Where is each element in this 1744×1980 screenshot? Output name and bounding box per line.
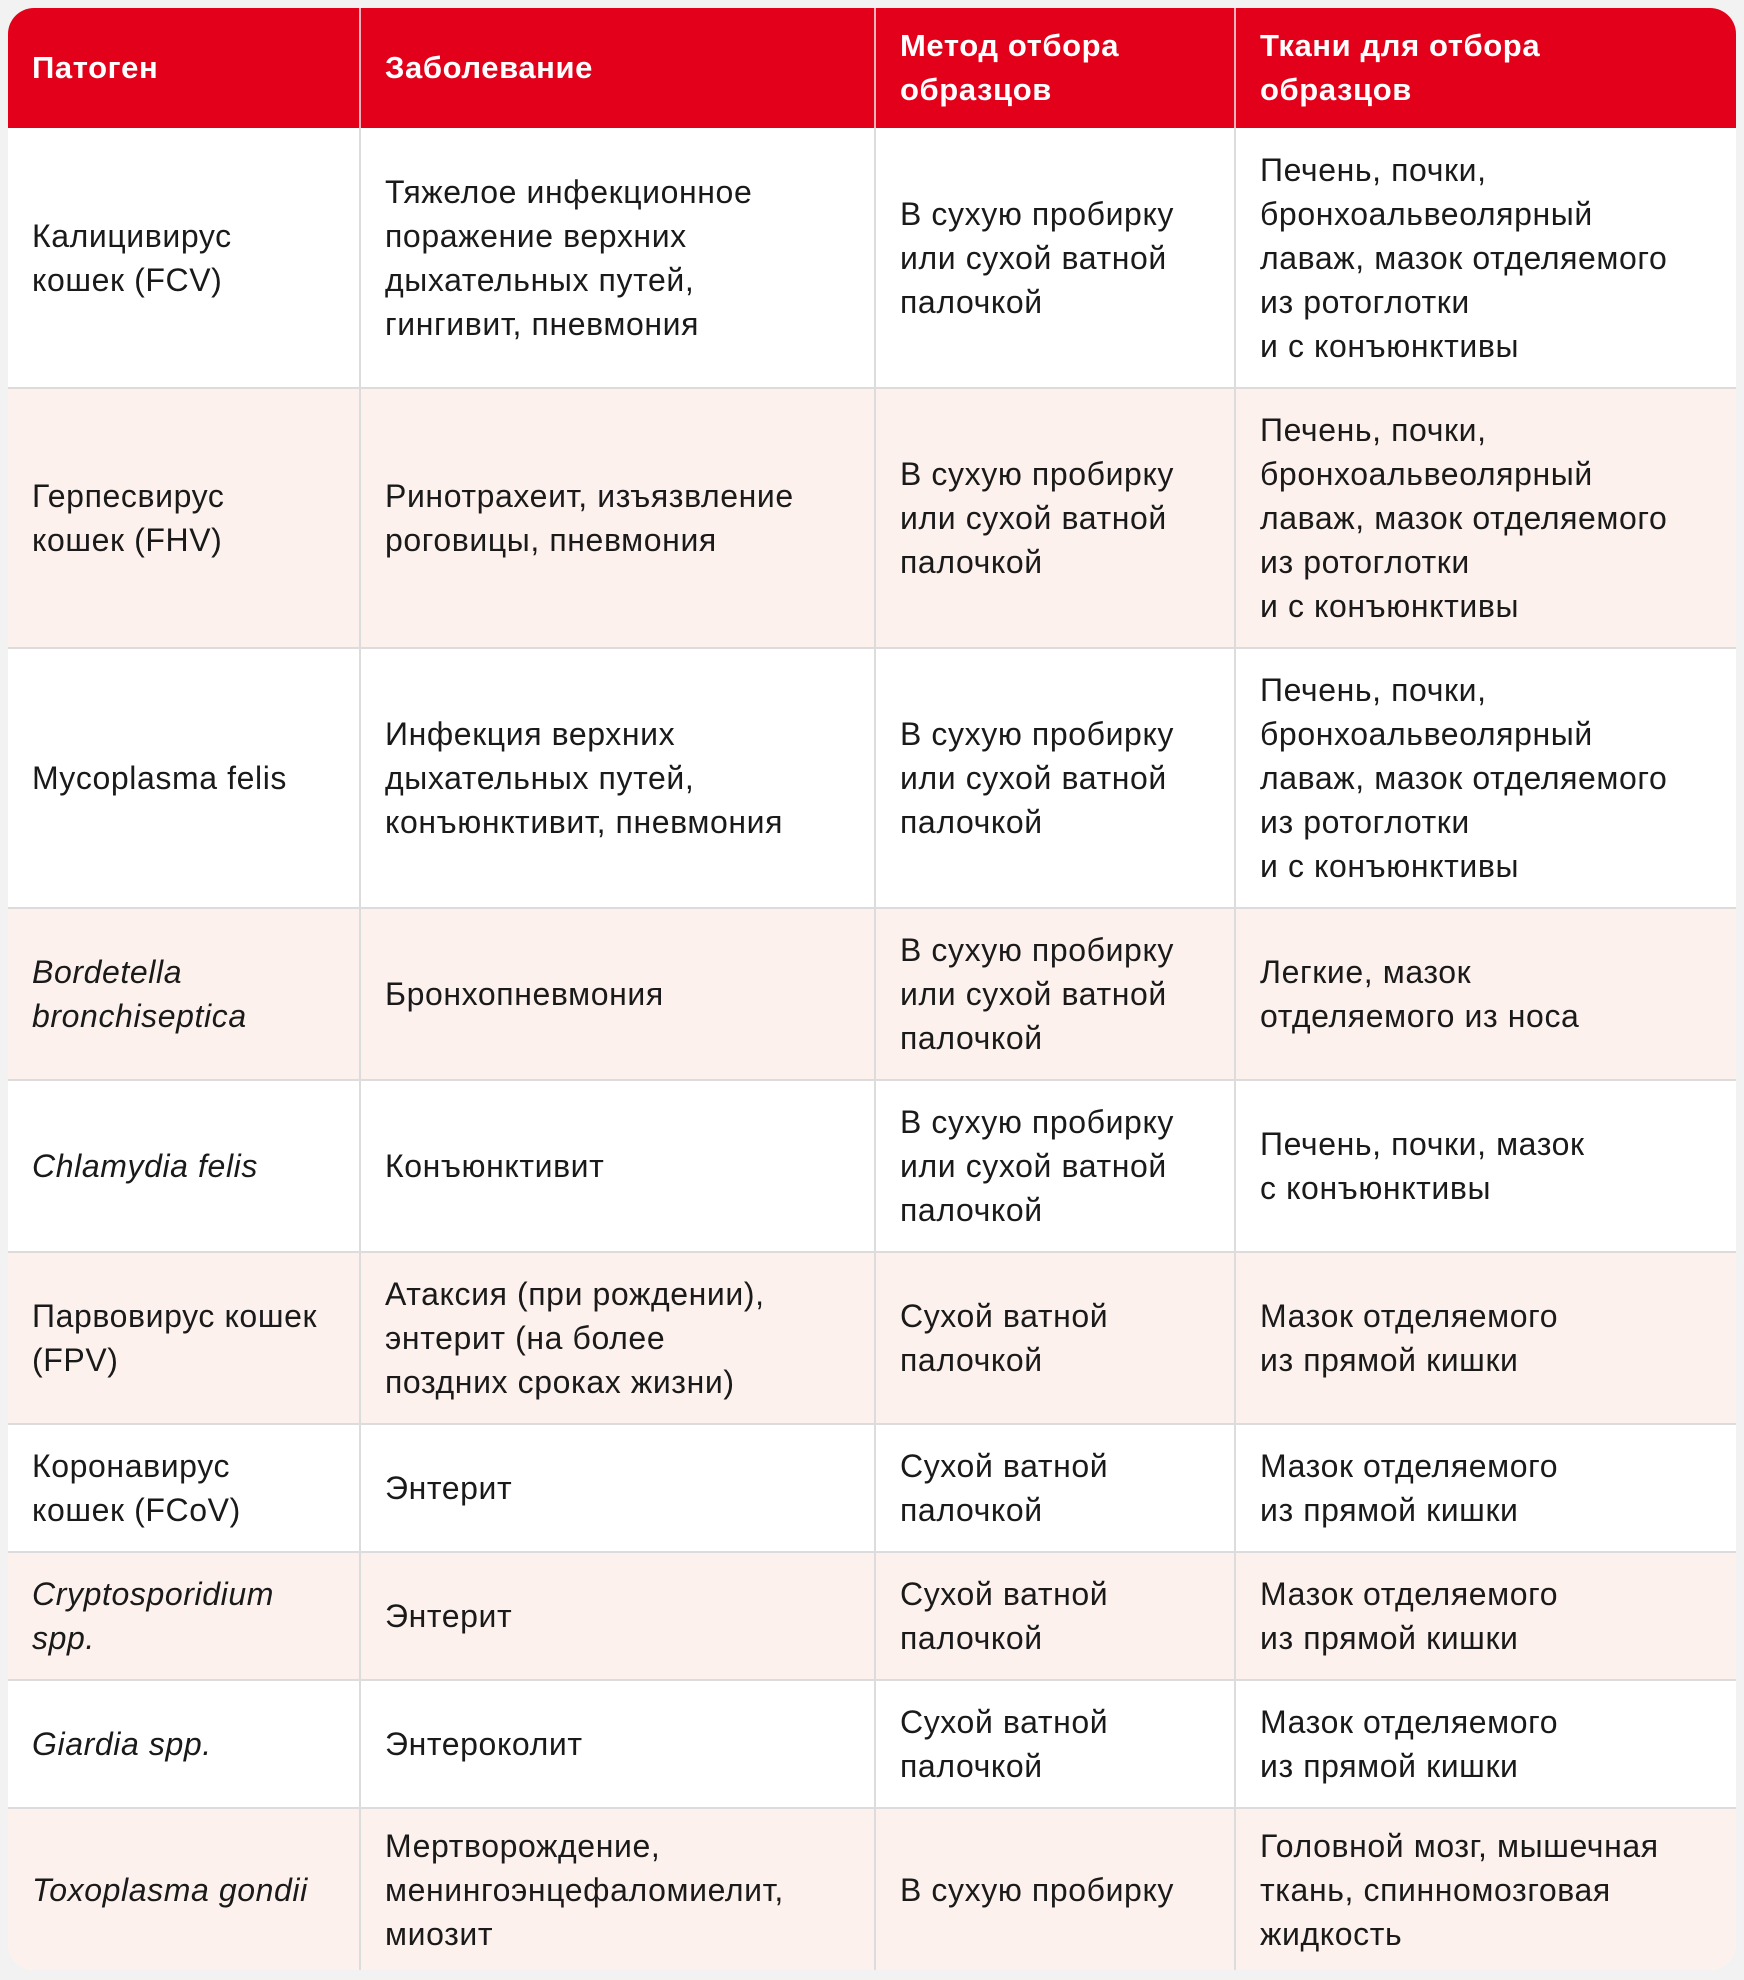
- disease-cell: Бронхопневмония: [361, 909, 876, 1079]
- method-cell: В сухую пробирку или сухой ватной палочкой: [876, 1081, 1236, 1251]
- method-cell: Сухой ватной палочкой: [876, 1553, 1236, 1679]
- tissue-cell: Мазок отделяемого из прямой кишки: [1260, 1576, 1559, 1656]
- pathogen-table: [8, 8, 1736, 1970]
- pathogen-cell: Mycoplasma felis: [8, 649, 361, 907]
- pathogen-cell: Cryptosporidium spp.: [8, 1553, 361, 1679]
- method-cell: В сухую пробирку или сухой ватной палочкой: [876, 389, 1236, 647]
- table-row: [8, 1809, 1736, 1970]
- table-row: [8, 1425, 1736, 1553]
- disease-cell: Энтерит: [361, 1425, 876, 1551]
- disease-cell: Инфекция верхних дыхательных путей, конъюнктивит, пневмония: [361, 649, 876, 907]
- table-row: [8, 389, 1736, 649]
- header-method: Метод отбора образцов: [876, 8, 1236, 128]
- disease-cell: Энтероколит: [361, 1681, 876, 1807]
- disease-cell: Конъюнктивит: [361, 1081, 876, 1251]
- method-cell: В сухую пробирку или сухой ватной палочкой: [876, 128, 1236, 387]
- table-row: [8, 649, 1736, 909]
- table-row: [8, 1081, 1736, 1253]
- tissue-cell: Печень, почки, бронхоальвеолярный лаваж, мазок отделяемого из ротоглотки и с конъюнктивы: [1260, 672, 1668, 884]
- tissue-cell: Печень, почки, бронхоальвеолярный лаваж, мазок отделяемого из ротоглотки и с конъюнктивы: [1260, 412, 1668, 624]
- tissue-cell: Мазок отделяемого из прямой кишки: [1260, 1704, 1559, 1784]
- pathogen-cell: Chlamydia felis: [8, 1081, 361, 1251]
- table-row: [8, 1553, 1736, 1681]
- header-tissue: Ткани для отбора образцов: [1260, 28, 1541, 107]
- header-pathogen: Патоген: [8, 8, 361, 128]
- method-cell: Сухой ватной палочкой: [876, 1253, 1236, 1423]
- pathogen-cell: Giardia spp.: [8, 1681, 361, 1807]
- pathogen-cell: Toxoplasma gondii: [8, 1809, 361, 1970]
- pathogen-cell: Коронавирус кошек (FCoV): [8, 1425, 361, 1551]
- method-cell: Сухой ватной палочкой: [876, 1681, 1236, 1807]
- method-cell: В сухую пробирку или сухой ватной палочкой: [876, 649, 1236, 907]
- tissue-cell: Головной мозг, мышечная ткань, спинномозговая жидкость: [1260, 1827, 1659, 1952]
- tissue-cell: Мазок отделяемого из прямой кишки: [1260, 1448, 1559, 1528]
- tissue-cell: Печень, почки, мазок с конъюнктивы: [1260, 1126, 1585, 1206]
- pathogen-cell: Парвовирус кошек (FPV): [8, 1253, 361, 1423]
- table-row: [8, 128, 1736, 389]
- table-row: [8, 909, 1736, 1081]
- disease-cell: Ринотрахеит, изъязвление роговицы, пневмония: [361, 389, 876, 647]
- pathogen-cell: Bordetella bronchiseptica: [8, 909, 361, 1079]
- pathogen-cell: Калицивирус кошек (FCV): [8, 128, 361, 387]
- disease-cell: Энтерит: [361, 1553, 876, 1679]
- pathogen-cell: Герпесвирус кошек (FHV): [8, 389, 361, 647]
- tissue-cell: Мазок отделяемого из прямой кишки: [1260, 1298, 1559, 1378]
- table-row: [8, 1253, 1736, 1425]
- disease-cell: Атаксия (при рождении), энтерит (на более поздних сроках жизни): [361, 1253, 876, 1423]
- table-header: [8, 8, 1736, 128]
- method-cell: Сухой ватной палочкой: [876, 1425, 1236, 1551]
- disease-cell: Тяжелое инфекционное поражение верхних дыхательных путей, гингивит, пневмония: [361, 128, 876, 387]
- method-cell: В сухую пробирку или сухой ватной палочкой: [876, 909, 1236, 1079]
- method-cell: В сухую пробирку: [876, 1809, 1236, 1970]
- header-disease: Заболевание: [361, 8, 876, 128]
- disease-cell: Мертворождение, менингоэнцефаломиелит, миозит: [361, 1809, 876, 1970]
- tissue-cell: Печень, почки, бронхоальвеолярный лаваж, мазок отделяемого из ротоглотки и с конъюнктивы: [1260, 151, 1668, 364]
- table-row: [8, 1681, 1736, 1809]
- tissue-cell: Легкие, мазок отделяемого из носа: [1260, 954, 1580, 1034]
